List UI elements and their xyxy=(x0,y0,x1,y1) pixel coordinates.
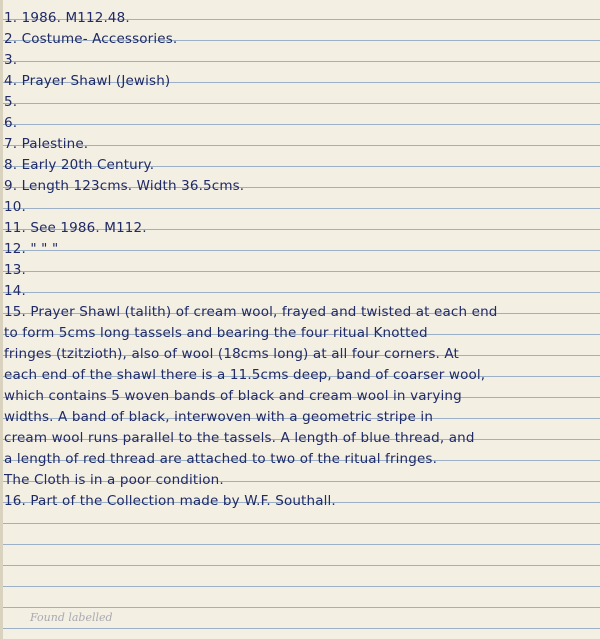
card-left-edge xyxy=(0,0,3,639)
line-16: to form 5cms long tassels and bearing the four ritual Knotted xyxy=(4,325,428,341)
line-4: 4. Prayer Shawl (Jewish) xyxy=(4,73,171,89)
line-8: 8. Early 20th Century. xyxy=(4,157,155,173)
line-21: cream wool runs parallel to the tassels. A length of blue thread, and xyxy=(4,430,475,446)
line-22: a length of red thread are attached to two of the ritual fringes. xyxy=(4,451,438,467)
line-15: 15. Prayer Shawl (talith) of cream wool, frayed and twisted at each end xyxy=(4,304,498,320)
line-5: 5. xyxy=(4,94,18,110)
line-12: 12. " " " xyxy=(4,241,59,257)
line-10: 10. xyxy=(4,199,26,215)
line-20: widths. A band of black, interwoven with a geometric stripe in xyxy=(4,409,434,425)
line-9: 9. Length 123cms. Width 36.5cms. xyxy=(4,178,245,194)
line-1: 1. 1986. M112.48. xyxy=(4,10,130,26)
pencil-note: Found labelled xyxy=(30,611,113,624)
line-14: 14. xyxy=(4,283,26,299)
line-18: each end of the shawl there is a 11.5cms deep, band of coarser wool, xyxy=(4,367,486,383)
line-11: 11. See 1986. M112. xyxy=(4,220,147,236)
line-17: fringes (tzitzioth), also of wool (18cms long) at all four corners. At xyxy=(4,346,459,362)
line-13: 13. xyxy=(4,262,26,278)
line-19: which contains 5 woven bands of black and cream wool in varying xyxy=(4,388,462,404)
line-24: 16. Part of the Collection made by W.F. Southall. xyxy=(4,493,336,509)
line-23: The Cloth is in a poor condition. xyxy=(4,472,224,488)
line-2: 2. Costume- Accessories. xyxy=(4,31,178,47)
line-7: 7. Palestine. xyxy=(4,136,89,152)
line-6: 6. xyxy=(4,115,18,131)
line-3: 3. xyxy=(4,52,18,68)
